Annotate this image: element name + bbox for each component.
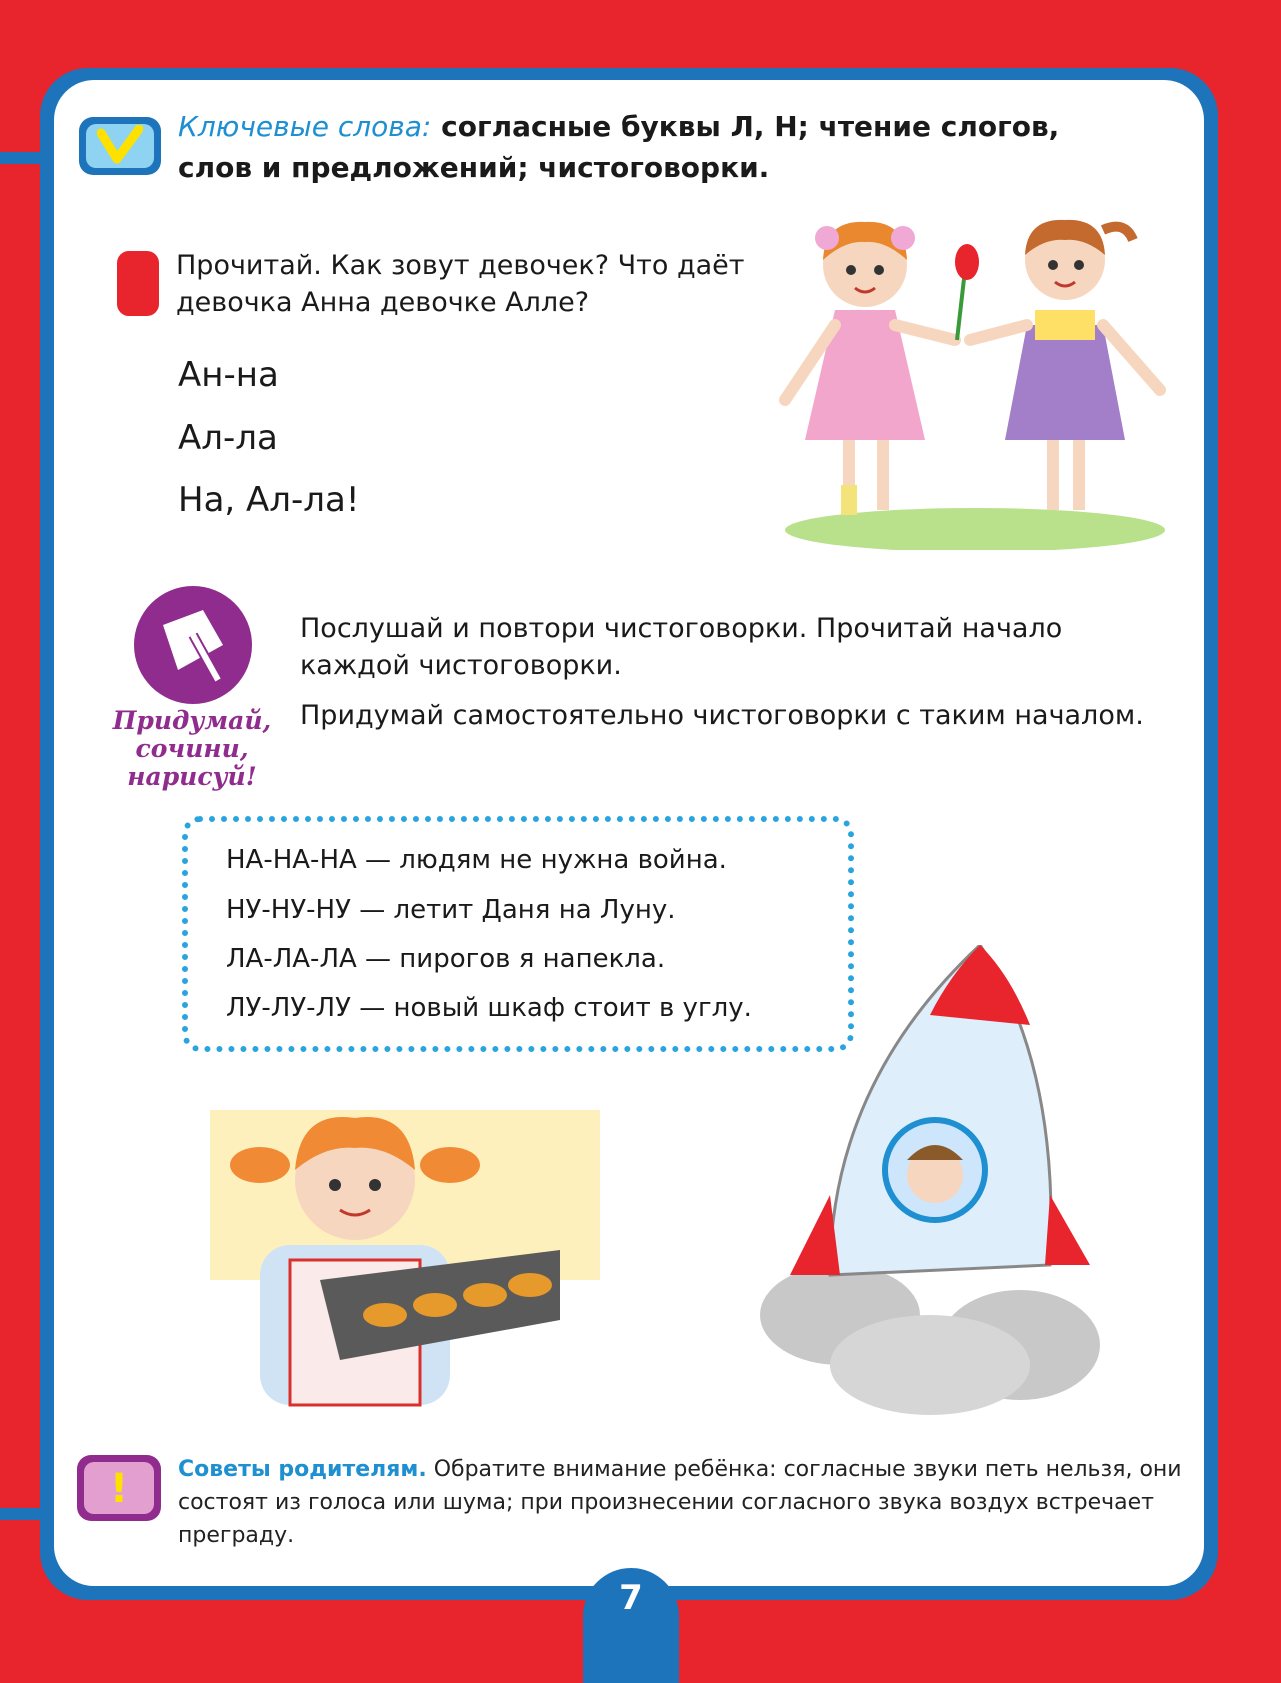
task-marker	[117, 251, 159, 316]
verse-3: ЛА-ЛА-ЛА — пирогов я напекла.	[226, 944, 666, 974]
verse-4: ЛУ-ЛУ-ЛУ — новый шкаф стоит в углу.	[226, 993, 752, 1023]
keywords-line-1	[178, 110, 1059, 143]
verse-1: НА-НА-НА — людям не нужна война.	[226, 845, 727, 875]
badge-caption-2: сочини,	[135, 734, 249, 763]
task2-line-1: Послушай и повтори чистоговорки. Прочитай начало	[300, 613, 1063, 644]
syllable-alla: Ал-ла	[178, 418, 278, 458]
girl-alla-illustration	[970, 220, 1160, 510]
tips-title: Советы родителям.	[178, 1457, 427, 1482]
tips-line-2: состоят из голоса или шума; при произнесении согласного звука воздух встречает	[178, 1490, 1154, 1515]
exclamation-icon: !	[77, 1455, 161, 1521]
girl-anna-illustration	[785, 222, 955, 515]
keywords-text-1: согласные буквы Л, Н; чтение слогов,	[441, 110, 1060, 143]
keywords-title: Ключевые слова:	[178, 110, 432, 143]
tips-line-3: преграду.	[178, 1523, 295, 1548]
badge-caption-1: Придумай,	[112, 706, 272, 735]
rocket-illustration	[720, 945, 1120, 1435]
tips-line-1	[178, 1457, 1182, 1482]
tips-text-1: Обратите внимание ребёнка: согласные звуки петь нельзя, они	[433, 1457, 1182, 1482]
checkmark-icon	[79, 117, 161, 175]
verse-2: НУ-НУ-НУ — летит Даня на Луну.	[226, 895, 676, 925]
girls-illustration	[765, 210, 1185, 550]
task1-line-2: девочка Анна девочке Алле?	[176, 287, 590, 318]
baking-girl-illustration	[200, 1110, 610, 1410]
badge-caption-3: нарисуй!	[127, 762, 257, 791]
task2-line-2: каждой чистоговорки.	[300, 650, 622, 681]
task2-line-3: Придумай самостоятельно чистоговорки с таким началом.	[300, 700, 1144, 731]
syllable-anna: Ан-на	[178, 355, 279, 395]
syllable-na-alla: На, Ал-ла!	[178, 480, 360, 520]
task1-line-1: Прочитай. Как зовут девочек? Что даёт	[176, 250, 745, 281]
page-number: 7	[619, 1578, 643, 1618]
pencil-brush-icon	[134, 586, 252, 704]
keywords-line-2: слов и предложений; чистоговорки.	[178, 151, 770, 184]
